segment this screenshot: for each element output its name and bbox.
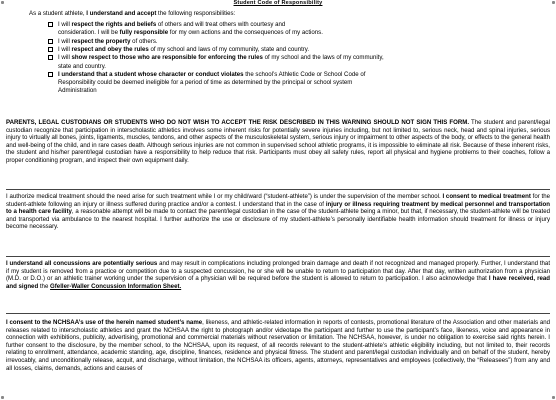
corner-mark [552,396,555,399]
section-divider [6,189,550,190]
responsibility-line: I understand that a student whose character or conduct violates the school’s Athletic Code or School Code of [58,71,365,79]
intro-line: As a student athlete, I understand and accept the following responsibilities: [29,10,236,17]
responsibility-line: Administration [58,87,97,95]
section-divider [6,313,550,314]
checkbox-icon[interactable] [48,72,53,77]
corner-mark [1,1,4,4]
risk-warning-paragraph: PARENTS, LEGAL CUSTODIANS OR STUDENTS WHO DO NOT WISH TO ACCEPT THE RISK DESCRIBED IN THIS WARNING SHOULD NOT SIGN THIS FORM. The student and parent/legal custodian recognize that participation in interscholastic athletics involves some inherent risks for potentially severe injuries including, but not limited to, serious neck, head and spinal injuries, serious injury to virtually all bones, joints, ligaments, muscles, tendons, and other aspects of the musculoskeletal system, serious injury or impairment to other aspects of the body, or effects to the general health and well-being of the child, and in rare cases death. Although serious injuries are not common in supervised school athletic programs, it is impossible to eliminate all risk. Because of these inherent risks, the student and his/her parent/legal custodian have a responsibility to help reduce that risk. Participants must obey all safety rules, report all physical and hygiene problems to their coaches, follow a proper conditioning program, and inspect their own equipment daily. [6,119,550,164]
responsibility-line: consideration. I will be fully responsible for my own actions and the consequences of my actions. [58,29,323,37]
responsibility-line: I will respect the property of others. [58,38,158,46]
checkbox-icon[interactable] [48,55,53,60]
responsibility-line: I will show respect to those who are responsible for enforcing the rules of my school and the laws of my community, [58,54,384,62]
section-divider [6,256,550,257]
concussion-info-sheet-link[interactable]: Gfeller-Waller Concussion Information Sheet. [50,282,182,290]
responsibility-line: I will respect the rights and beliefs of others and will treat others with courtesy and [58,21,285,29]
corner-mark [552,1,555,4]
concussion-paragraph: I understand all concussions are potentially serious and may result in complications including prolonged brain damage and death if not recognized and managed properly. Further, I understand that if my student is removed from a practice or competition due to a suspected concussion, he or she will be unable to return to participation that day. After that day, written authorization from a physician (M.D. or D.O.) or an athletic trainer working under the supervision of a physician will be required before the student is allowed to return to participation. I also acknowledge that I have received, read and signed the Gfeller-Waller Concussion Information Sheet. [6,260,551,290]
section-heading: Student Code of Responsibility [233,0,323,6]
responsibility-line: state and country. [58,62,106,70]
medical-treatment-paragraph: I authorize medical treatment should the need arise for such treatment while I or my child/ward (“student-athlete”) is under the supervision of the member school. I consent to medical treatment for the student-athlete following an injury or illness suffered during practice and/or a contest. I understand that in the case of injury or illness requiring treatment by medical personnel and transportation to a health care facility, a reasonable attempt will be made to contact the parent/legal custodian in the case of the student-athlete being a minor, but that, if necessary, the student-athlete will be treated and transported via ambulance to the nearest hospital. I further authorize the use or disclosure of my student-athlete’s personally identifiable health information should treatment for illness or injury become necessary. [6,193,551,231]
responsibility-line: Responsibility could be deemed ineligible for a period of time as determined by the principal or school system [58,79,353,87]
checkbox-icon[interactable] [48,22,53,27]
checkbox-icon[interactable] [48,39,53,44]
corner-mark [1,396,4,399]
responsibility-line: I will respect and obey the rules of my school and laws of my community, state and country. [58,46,309,54]
consent-paragraph: I consent to the NCHSAA’s use of the herein named student’s name, likeness, and athletic-related information in reports of contests, promotional literature of the Association and other materials and releases related to interscholastic athletics and grant the NCHSAA the right to photograph and/or videotape the participant and further to use the participant’s face, likeness, voice and appearance in connection with exhibitions, publicity, advertising, promotional and commercial materials without reservation or limitation. The NCHSAA, however, is under no obligation to exercise said rights herein. I further consent to the disclosure, by the member school, to the NCHSAA, upon its request, of all records relevant to the student-athlete’s athletic eligibility including, but not limited to, their records relating to enrollment, attendance, academic standing, age, discipline, finances, residence and physical fitness. The student and parent/legal custodian individually and on behalf of the student, hereby irrevocably, and unconditionally release, acquit, and discharge, without limitation, the NCHSAA its officers, agents, attorneys, representatives and employees (collectively, the “Releasees”) from any and all losses, claims, demands, actions and causes of [6,319,551,372]
checkbox-icon[interactable] [48,47,53,52]
